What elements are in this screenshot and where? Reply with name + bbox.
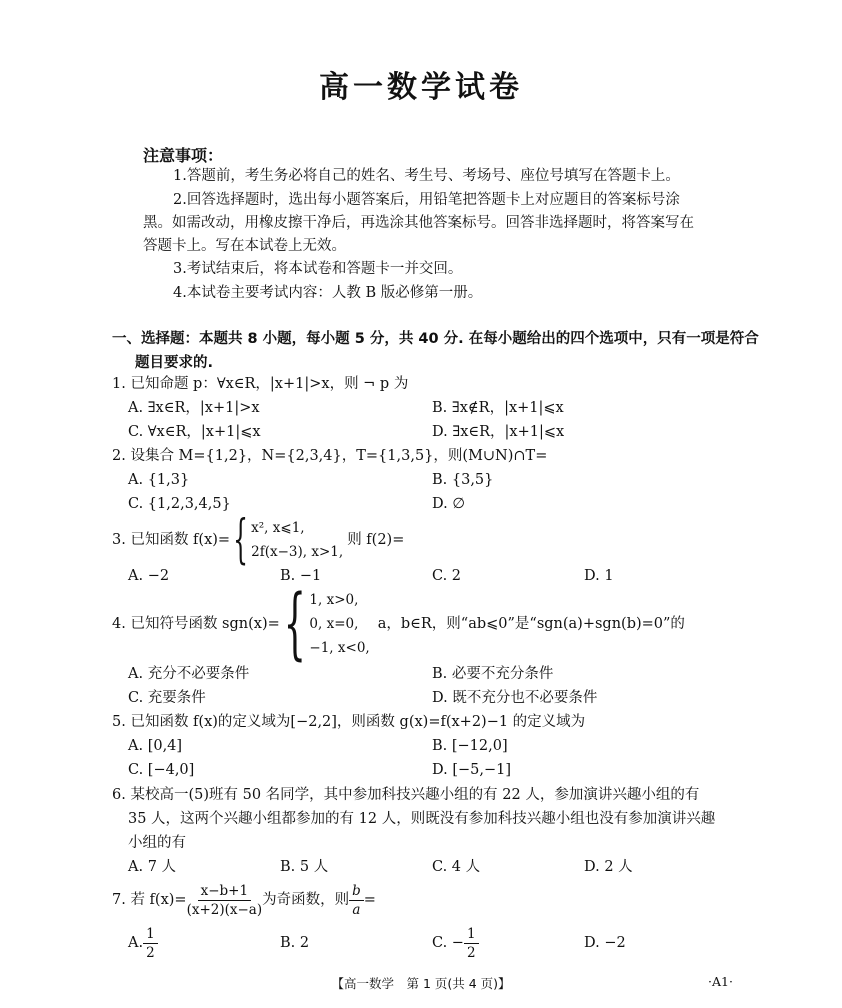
question-5-option-a: A. [0,4] bbox=[128, 738, 183, 754]
question-1-option-c: C. ∀x∈R，|x+1|⩽x bbox=[128, 424, 261, 440]
function-fraction bbox=[187, 882, 263, 919]
page-title: 高一数学试卷 bbox=[319, 70, 523, 105]
fraction-denominator: (x+2)(x−a) bbox=[186, 901, 263, 918]
question-6-option-b: B. 5 人 bbox=[280, 859, 329, 875]
notice-item-3: 3.考试结束后，将本试卷和答题卡一并交回。 bbox=[173, 261, 463, 277]
option-fraction bbox=[143, 925, 158, 962]
question-6-line-1: 6. 某校高一(5)班有 50 名同学，其中参加科技兴趣小组的有 22 人，参加演讲兴趣小组的有 bbox=[112, 787, 700, 803]
piecewise-cases bbox=[309, 588, 369, 660]
question-1-option-a: A. ∃x∈R，|x+1|>x bbox=[128, 400, 260, 416]
question-3-option-b: B. −1 bbox=[280, 568, 322, 584]
question-6-option-c: C. 4 人 bbox=[432, 859, 481, 875]
question-4-option-c: C. 充要条件 bbox=[128, 690, 206, 706]
piecewise-case-1: 1, x>0, bbox=[309, 592, 359, 608]
question-6-line-3: 小组的有 bbox=[128, 835, 186, 851]
question-7-stem-middle: 为奇函数，则 bbox=[262, 892, 350, 908]
question-7-option-a bbox=[128, 925, 158, 961]
question-4-option-a: A. 充分不必要条件 bbox=[128, 666, 250, 682]
piecewise-cases bbox=[251, 516, 343, 564]
page-footer: 【高一数学 第 1 页(共 4 页)】 bbox=[331, 976, 511, 991]
question-2-stem: 2. 设集合 M={1,2}，N={2,3,4}，T={1,3,5}，则(M∪N)∩T= bbox=[112, 448, 548, 464]
page-code: ·A1· bbox=[708, 974, 733, 989]
question-2-option-d: D. ∅ bbox=[432, 496, 465, 512]
question-6-line-2: 35 人，这两个兴趣小组都参加的有 12 人，则既没有参加科技兴趣小组也没有参加演讲兴趣 bbox=[128, 811, 716, 827]
question-6-option-d: D. 2 人 bbox=[584, 859, 633, 875]
section-1-heading-cont: 题目要求的. bbox=[135, 355, 214, 371]
question-7-option-b: B. 2 bbox=[280, 935, 310, 951]
question-5-stem: 5. 已知函数 f(x)的定义域为[−2,2]，则函数 g(x)=f(x+2)−1 的定义域为 bbox=[112, 714, 586, 730]
notice-item-4: 4.本试卷主要考试内容：人教 B 版必修第一册。 bbox=[173, 285, 483, 301]
fraction-denominator: 2 bbox=[146, 944, 155, 961]
question-3-stem-suffix: 则 f(2)= bbox=[347, 532, 405, 548]
question-4-stem-prefix: 4. 已知符号函数 sgn(x)= bbox=[112, 616, 280, 632]
fraction-denominator: a bbox=[352, 901, 361, 918]
option-fraction bbox=[464, 925, 479, 962]
notice-item-2-line-2: 黑。如需改动，用橡皮擦干净后，再选涂其他答案标号。回答非选择题时，将答案写在 bbox=[143, 215, 694, 231]
piecewise-case-3: −1, x<0, bbox=[309, 640, 370, 656]
fraction-numerator: x−b+1 bbox=[198, 882, 251, 901]
left-brace-icon: { bbox=[233, 510, 249, 570]
question-7-stem-suffix: = bbox=[363, 892, 376, 908]
fraction-numerator: 1 bbox=[464, 925, 479, 944]
question-3-stem bbox=[112, 510, 405, 570]
question-1-stem: 1. 已知命题 p：∀x∈R，|x+1|>x，则 ¬ p 为 bbox=[112, 376, 409, 392]
question-4-option-d: D. 既不充分也不必要条件 bbox=[432, 690, 598, 706]
question-3-option-a: A. −2 bbox=[128, 568, 170, 584]
question-7-stem bbox=[112, 880, 376, 920]
notice-item-2-line-1: 2.回答选择题时，选出每小题答案后，用铅笔把答题卡上对应题目的答案标号涂 bbox=[173, 192, 680, 208]
left-brace-icon: { bbox=[283, 579, 306, 669]
piecewise-case-2: 0, x=0, bbox=[309, 616, 359, 632]
question-4-stem bbox=[112, 579, 685, 669]
piecewise-case-2: 2f(x−3), x>1, bbox=[251, 544, 344, 560]
question-1-option-d: D. ∃x∈R，|x+1|⩽x bbox=[432, 424, 565, 440]
question-1-option-b: B. ∃x∉R，|x+1|⩽x bbox=[432, 400, 564, 416]
question-5-option-c: C. [−4,0] bbox=[128, 762, 195, 778]
question-6-option-a: A. 7 人 bbox=[128, 859, 177, 875]
piecewise-case-1: x², x⩽1, bbox=[251, 520, 305, 536]
question-3-option-c: C. 2 bbox=[432, 568, 462, 584]
section-1-heading: 一、选择题：本题共 8 小题，每小题 5 分，共 40 分. 在每小题给出的四个选项中，只有一项是符合 bbox=[112, 331, 759, 347]
question-4-option-b: B. 必要不充分条件 bbox=[432, 666, 554, 682]
ratio-fraction bbox=[349, 882, 364, 919]
fraction-denominator: 2 bbox=[466, 944, 476, 961]
fraction-numerator: 1 bbox=[143, 925, 158, 944]
question-2-option-c: C. {1,2,3,4,5} bbox=[128, 496, 231, 512]
option-label: A. bbox=[128, 935, 144, 951]
option-label: C. − bbox=[432, 935, 464, 951]
notice-heading: 注意事项： bbox=[143, 146, 224, 165]
notice-item-2-line-3: 答题卡上。写在本试卷上无效。 bbox=[143, 238, 346, 254]
question-2-option-a: A. {1,3} bbox=[128, 472, 190, 488]
question-5-option-d: D. [−5,−1] bbox=[432, 762, 511, 778]
question-2-option-b: B. {3,5} bbox=[432, 472, 494, 488]
question-7-option-c bbox=[432, 925, 479, 961]
question-4-stem-suffix: a，b∈R，则“ab⩽0”是“sgn(a)+sgn(b)=0”的 bbox=[377, 616, 685, 632]
question-5-option-b: B. [−12,0] bbox=[432, 738, 508, 754]
question-7-stem-prefix: 7. 若 f(x)= bbox=[112, 892, 187, 908]
question-3-option-d: D. 1 bbox=[584, 568, 614, 584]
question-7-option-d: D. −2 bbox=[584, 935, 626, 951]
question-3-stem-prefix: 3. 已知函数 f(x)= bbox=[112, 532, 231, 548]
notice-item-1: 1.答题前，考生务必将自己的姓名、考生号、考场号、座位号填写在答题卡上。 bbox=[173, 168, 680, 184]
fraction-numerator: b bbox=[349, 882, 364, 901]
